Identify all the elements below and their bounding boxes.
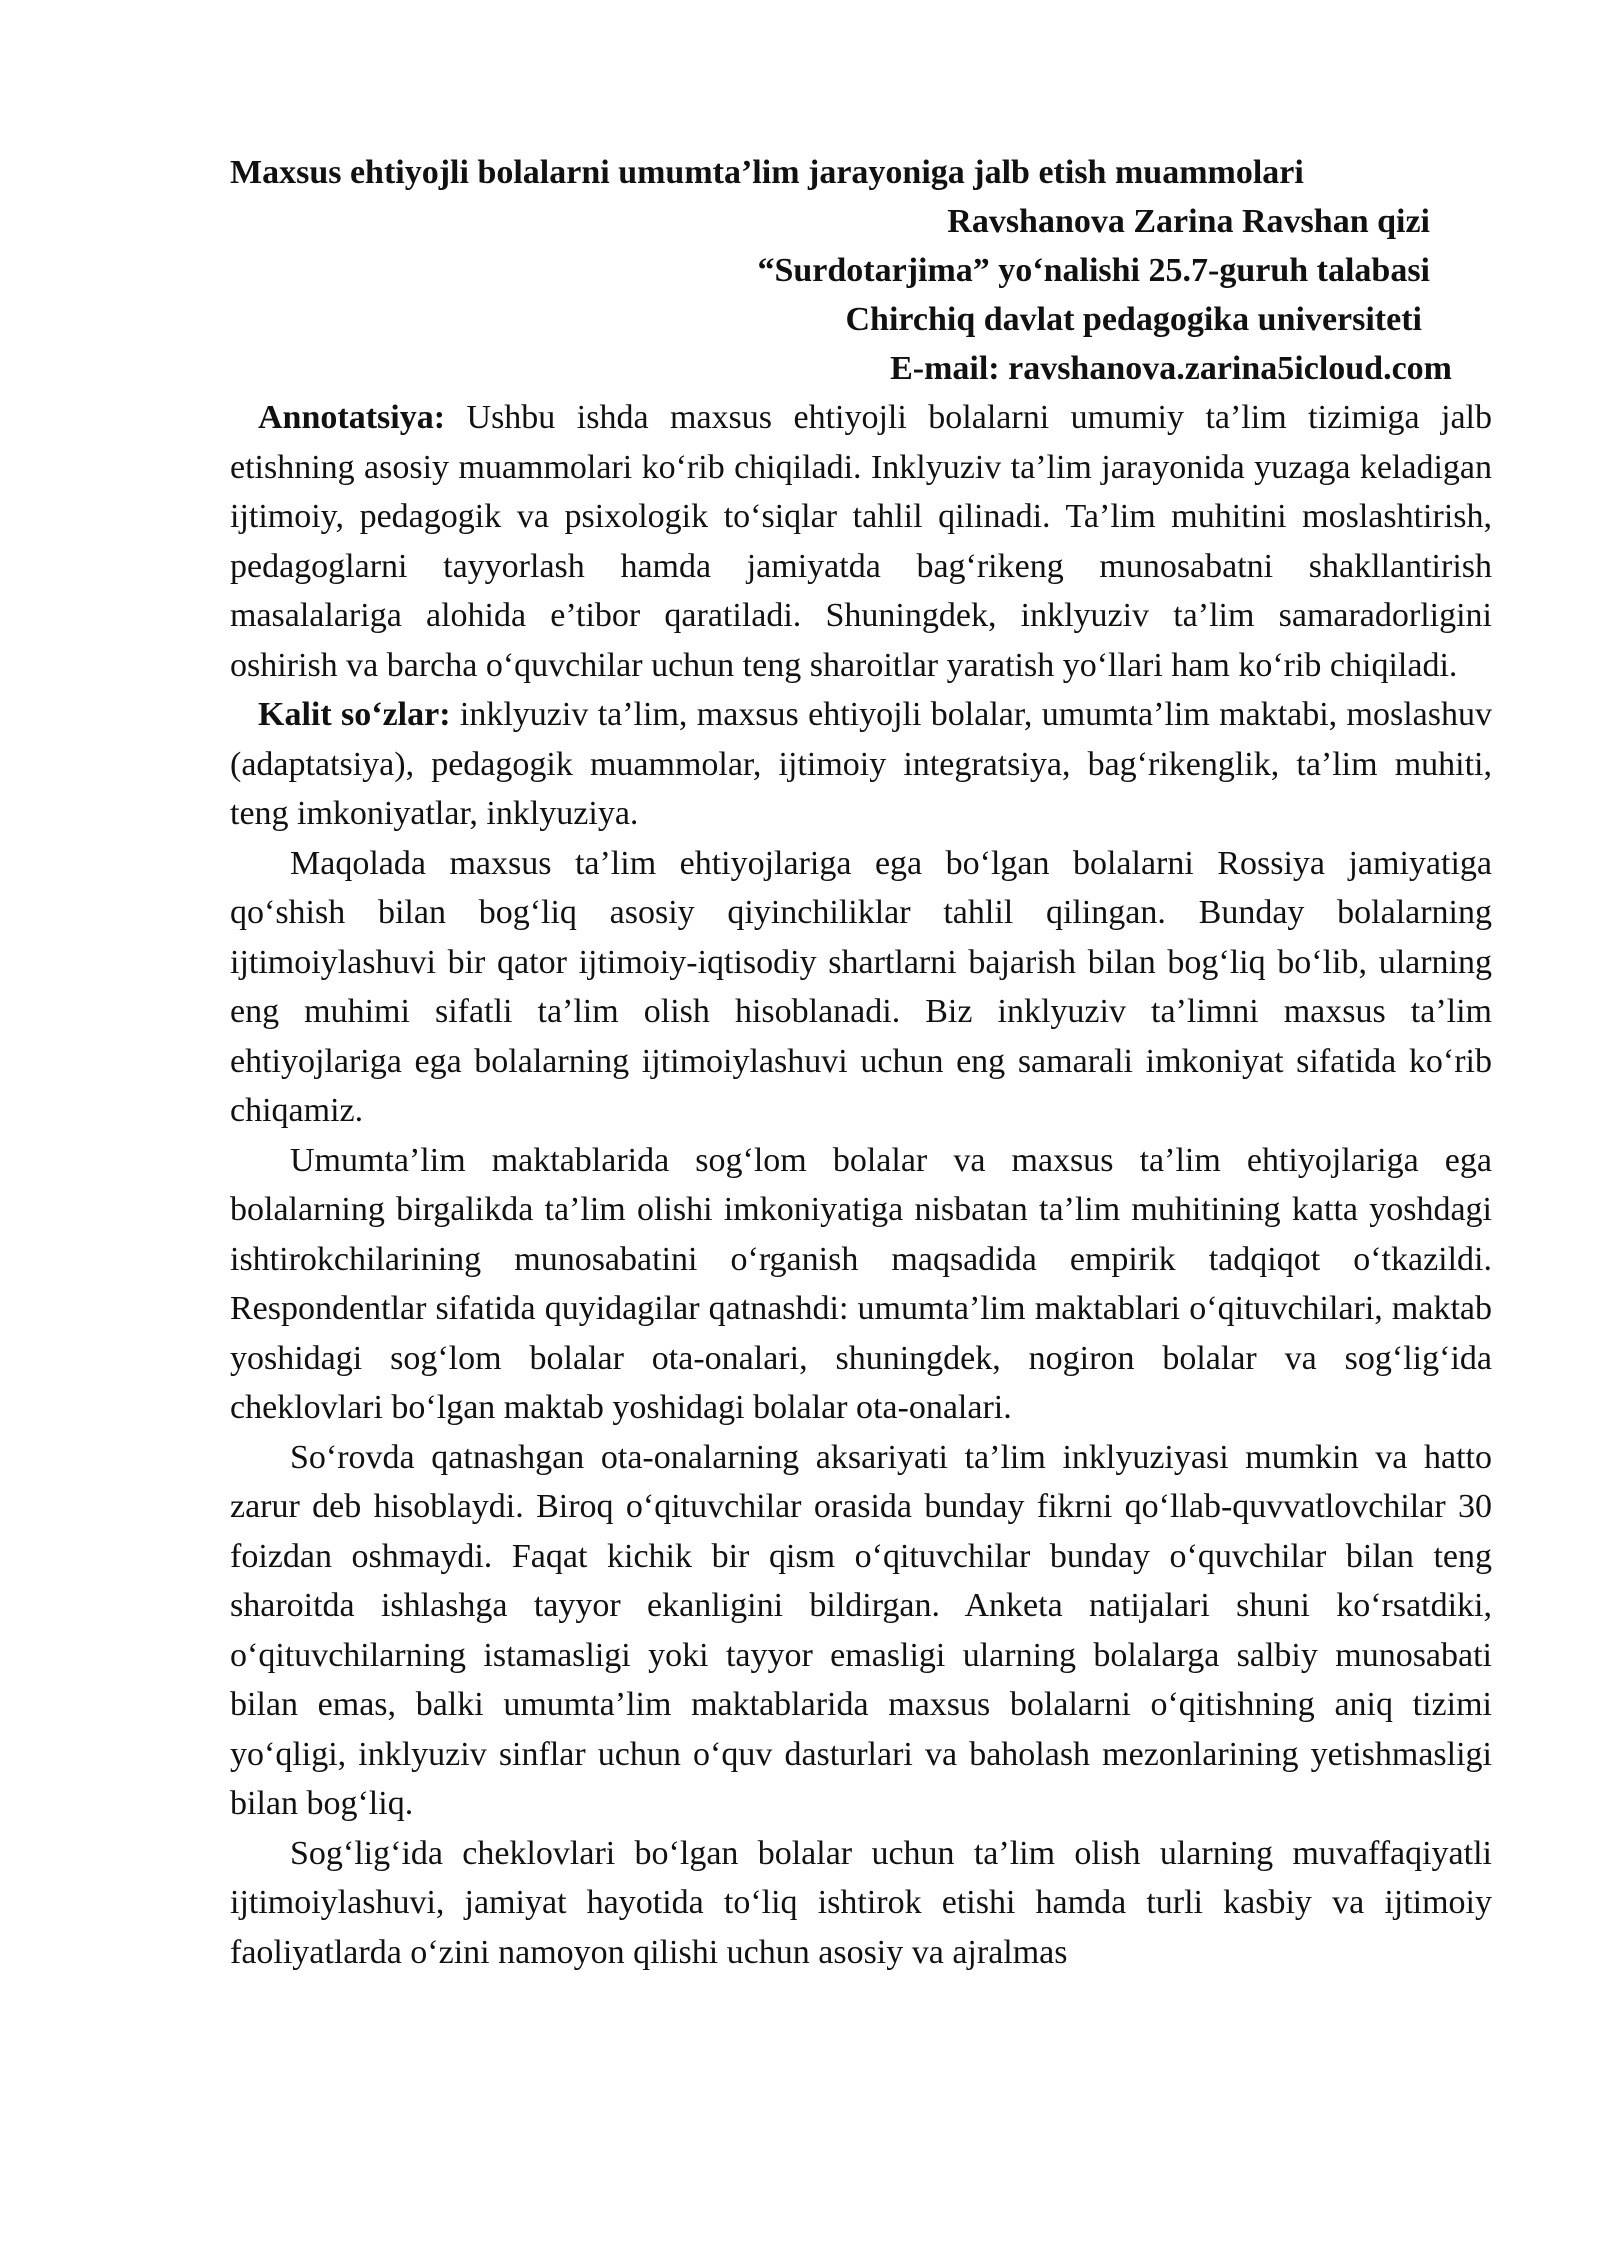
abstract-text: Ushbu ishda maxsus ehtiyojli bolalarni umumiy ta’lim tizimiga jalb etishning asosiy muammolari ko‘rib chiqiladi. Inklyuziv ta’lim jarayonida yuzaga keladigan ijtimoiy, pedagogik va psixologik to‘siqlar tahlil qilinadi. Ta’lim muhitini moslashtirish, pedagoglarni tayyorlash hamda jamiyatda bag‘rikeng munosabatni shakllantirish masalalariga alohida e’tibor qaratiladi. Shuningdek, inklyuziv ta’lim samaradorligini oshirish va barcha o‘quvchilar uchun teng sharoitlar yaratish yo‘llari ham ko‘rib chiqiladi. [230,399,1492,684]
author-program: “Surdotarjima” yo‘nalishi 25.7-guruh talabasi [757,252,1430,289]
paper-title: Maxsus ehtiyojli bolalarni umumta’lim jarayoniga jalb etish muammolari [230,154,1304,191]
author-name: Ravshanova Zarina Ravshan qizi [947,203,1430,240]
body-paragraph: Maqolada maxsus ta’lim ehtiyojlariga ega bo‘lgan bolalarni Rossiya jamiyatiga qo‘shish bilan bog‘liq asosiy qiyinchiliklar tahlil qilingan. Bunday bolalarning ijtimoiylashuvi bir qator ijtimoiy-iqtisodiy shartlarni bajarish bilan bog‘liq bo‘lib, ularning eng muhimi sifatli ta’lim olish hisoblanadi. Biz inklyuziv ta’limni maxsus ta’lim ehtiyojlariga ega bolalarning ijtimoiylashuvi uchun eng samarali imkoniyat sifatida ko‘rib chiqamiz. [230,844,1492,1129]
keywords [230,690,1492,839]
body-paragraph: Sog‘lig‘ida cheklovlari bo‘lgan bolalar uchun ta’lim olish ularning muvaffaqiyatli ijtimoiylashuvi, jamiyat hayotida to‘liq ishtirok etishi hamda turli kasbiy va ijtimoiy faoliyatlarda o‘zini namoyon qilishi uchun asosiy va ajralmas [230,1834,1492,1971]
abstract [230,393,1492,690]
keywords-label: Kalit so‘zlar: [258,696,451,733]
abstract-label: Annotatsiya: [258,399,446,436]
author-email: E-mail: ravshanova.zarina5icloud.com [890,350,1452,387]
body-paragraph: So‘rovda qatnashgan ota-onalarning aksariyati ta’lim inklyuziyasi mumkin va hatto zarur deb hisoblaydi. Biroq o‘qituvchilar orasida bunday fikrni qo‘llab-quvvatlovchilar 30 foizdan oshmaydi. Faqat kichik bir qism o‘qituvchilar bunday o‘quvchilar bilan teng sharoitda ishlashga tayyor ekanligini bildirgan. Anketa natijalari shuni ko‘rsatdiki, o‘qituvchilarning istamasligi yoki tayyor emasligi ularning bolalarga salbiy munosabati bilan emas, balki umumta’lim maktablarida maxsus bolalarni o‘qitishning aniq tizimi yo‘qligi, inklyuziv sinflar uchun o‘quv dasturlari va baholash mezonlarining yetishmasligi bilan bog‘liq. [230,1438,1492,1822]
document-page [230,148,1492,1977]
author-university: Chirchiq davlat pedagogika universiteti [845,301,1422,338]
body-paragraph: Umumta’lim maktablarida sog‘lom bolalar va maxsus ta’lim ehtiyojlariga ega bolalarning birgalikda ta’lim olishi imkoniyatiga nisbatan ta’lim muhitining katta yoshdagi ishtirokchilarining munosabatini o‘rganish maqsadida empirik tadqiqot o‘tkazildi. Respondentlar sifatida quyidagilar qatnashdi: umumta’lim maktablari o‘qituvchilari, maktab yoshidagi sog‘lom bolalar ota-onalari, shuningdek, nogiron bolalar va sog‘lig‘ida cheklovlari bo‘lgan maktab yoshidagi bolalar ota-onalari. [230,1141,1492,1426]
keywords-text: inklyuziv ta’lim, maxsus ehtiyojli bolalar, umumta’lim maktabi, moslashuv (adaptatsiya), pedagogik muammolar, ijtimoiy integratsiya, bag‘rikenglik, ta’lim muhiti, teng imkoniyatlar, inklyuziya. [230,696,1492,832]
